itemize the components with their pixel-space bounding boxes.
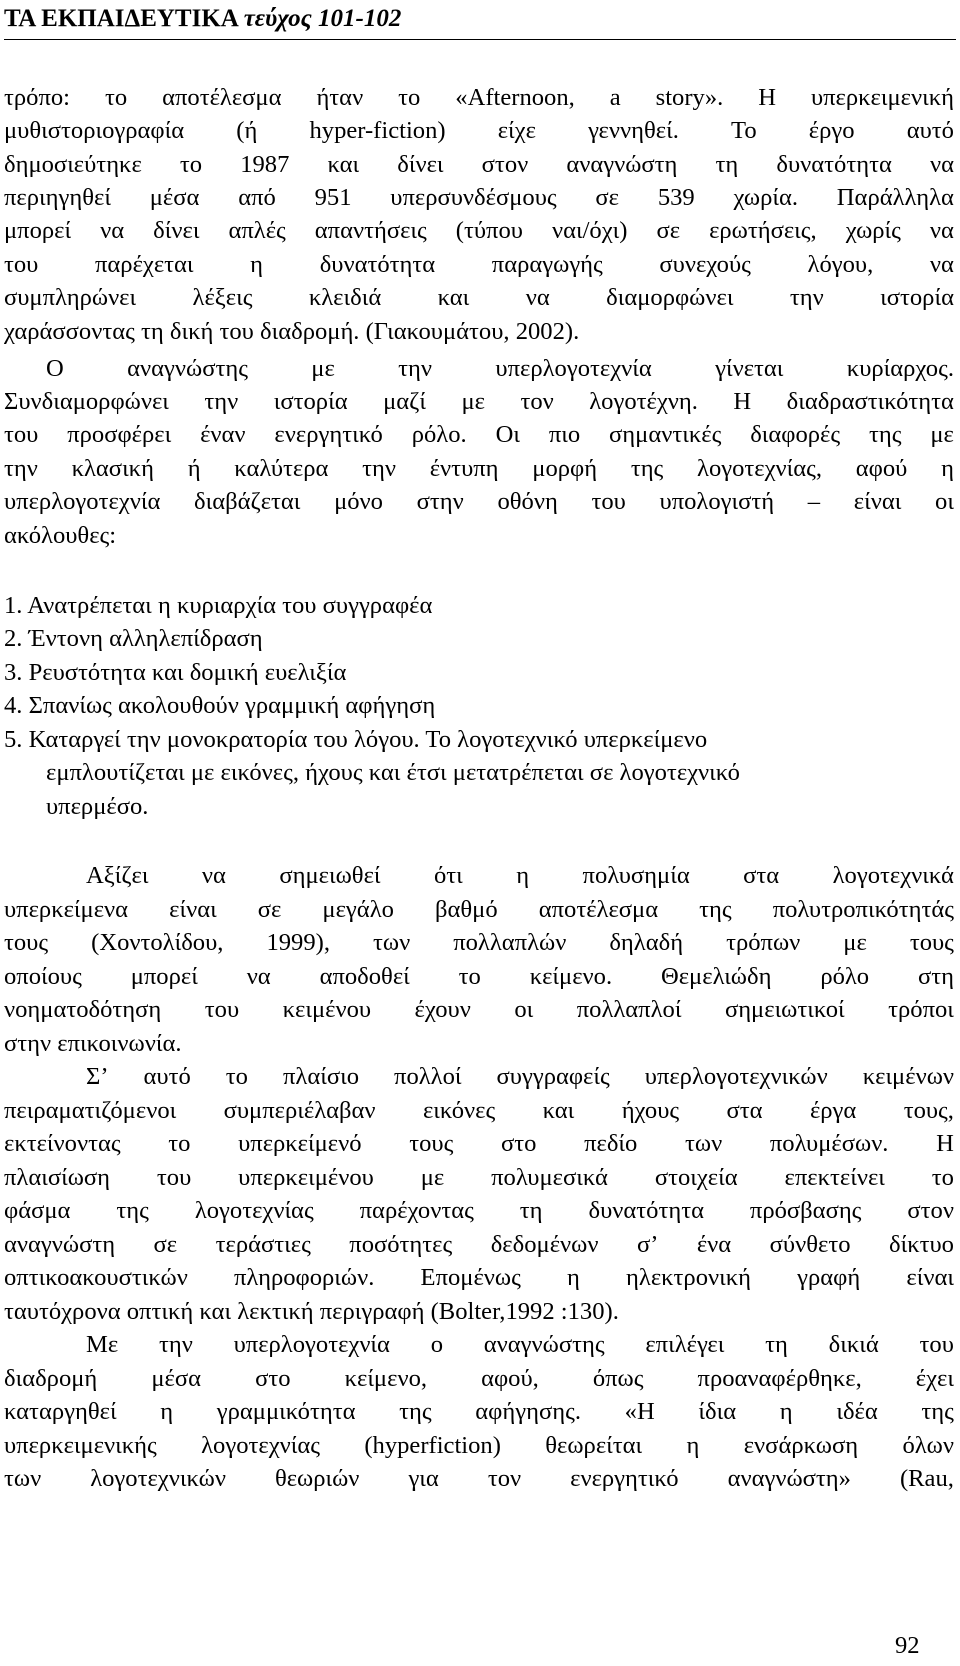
list-item: 2. Έντονη αλληλεπίδραση [4,625,263,652]
paragraph-3-line: νοηματοδότηση του κειμένου έχουν οι πολλαπλοί σημειωτικοί τρόποι [4,996,954,1023]
paragraph-1-line: τρόπο: το αποτέλεσμα ήταν το «Afternoon, a story». Η υπερκειμενική [4,84,954,111]
paragraph-3-line: υπερκείμενα είναι σε μεγάλο βαθμό αποτέλεσμα της πολυτροπικότητάς [4,896,954,923]
list-item: 1. Ανατρέπεται η κυριαρχία του συγγραφέα [4,592,433,619]
paragraph-5-line: καταργηθεί η γραμμικότητα της αφήγησης. «Η ίδια η ιδέα της [4,1398,954,1425]
paragraph-5-line: υπερκειμενικής λογοτεχνίας (hyperfiction) θεωρείται η ενσάρκωση όλων [4,1432,954,1459]
paragraph-4-line: εκτείνοντας το υπερκείμενό τους στο πεδίο των πολυμέσων. Η [4,1130,954,1157]
paragraph-1-line: περιηγηθεί μέσα από 951 υπερσυνδέσμους σε 539 χωρία. Παράλληλα [4,184,954,211]
paragraph-5-line: διαδρομή μέσα στο κείμενο, αφού, όπως προαναφέρθηκε, έχει [4,1365,954,1392]
paragraph-1-line: του παρέχεται η δυνατότητα παραγωγής συνεχούς λόγου, να [4,251,954,278]
issue-number: τεύχος 101-102 [243,5,402,32]
paragraph-3-line: τους (Χοντολίδου, 1999), των πολλαπλών δηλαδή τρόπων με τους [4,929,954,956]
paragraph-5-line: των λογοτεχνικών θεωριών για τον ενεργητικό αναγνώστη» (Rau, [4,1465,954,1492]
paragraph-1-line: συμπληρώνει λέξεις κλειδιά και να διαμορφώνει την ιστορία [4,284,954,311]
paragraph-2-line: υπερλογοτεχνία διαβάζεται μόνο στην οθόνη του υπολογιστή – είναι οι [4,488,954,515]
journal-title: ΤΑ ΕΚΠΑΙΔΕΥΤΙΚΑ [4,5,238,32]
list-item-continuation: εμπλουτίζεται με εικόνες, ήχους και έτσι μετατρέπεται σε λογοτεχνικό [46,759,740,786]
paragraph-3-line: Αξίζει να σημειωθεί ότι η πολυσημία στα λογοτεχνικά [86,862,954,889]
paragraph-4-line: οπτικοακουστικών πληροφοριών. Επομένως η ηλεκτρονική γραφή είναι [4,1264,954,1291]
list-item: 5. Καταργεί την μονοκρατορία του λόγου. Το λογοτεχνικό υπερκείμενο [4,726,708,753]
paragraph-2-line: Ο αναγνώστης με την υπερλογοτεχνία γίνεται κυρίαρχος. [46,355,954,382]
paragraph-1-line: μυθιστοριογραφία (ή hyper-fiction) είχε γεννηθεί. Το έργο αυτό [4,117,954,144]
paragraph-2-line: Συνδιαμορφώνει την ιστορία μαζί με τον λογοτέχνη. Η διαδραστικότητα [4,388,954,415]
paragraph-4-line: πλαισίωση του υπερκειμένου με πολυμεσικά στοιχεία επεκτείνει το [4,1164,954,1191]
list-item-continuation: υπερμέσο. [46,793,149,820]
paragraph-5-line: Με την υπερλογοτεχνία ο αναγνώστης επιλέγει τη δικιά του [86,1331,954,1358]
paragraph-2-line: του προσφέρει έναν ενεργητικό ρόλο. Οι πιο σημαντικές διαφορές της με [4,421,954,448]
paragraph-4-line: ταυτόχρονα οπτική και λεκτική περιγραφή (Bolter,1992 :130). [4,1298,619,1325]
paragraph-3-line: οποίους μπορεί να αποδοθεί το κείμενο. Θεμελιώδη ρόλο στη [4,963,954,990]
paragraph-4-line: πειραματιζόμενοι συμπεριέλαβαν εικόνες και ήχους στα έργα τους, [4,1097,954,1124]
paragraph-4-line: αναγνώστη σε τεράστιες ποσότητες δεδομένων σ’ ένα σύνθετο δίκτυο [4,1231,954,1258]
paragraph-3-line: στην επικοινωνία. [4,1030,182,1057]
list-item: 4. Σπανίως ακολουθούν γραμμική αφήγηση [4,692,436,719]
paragraph-1-line: μπορεί να δίνει απλές απαντήσεις (τύπου ναι/όχι) σε ερωτήσεις, χωρίς να [4,217,954,244]
paragraph-4-line: Σ’ αυτό το πλαίσιο πολλοί συγγραφείς υπερλογοτεχνικών κειμένων [86,1063,954,1090]
paragraph-2-line: ακόλουθες: [4,522,117,549]
paragraph-2-line: την κλασική ή καλύτερα την έντυπη μορφή της λογοτεχνίας, αφού η [4,455,954,482]
paragraph-1-line: χαράσσοντας τη δική του διαδρομή. (Γιακουμάτου, 2002). [4,318,580,345]
list-item: 3. Ρευστότητα και δομική ευελιξία [4,659,347,686]
page-number: 92 [895,1632,920,1659]
paragraph-1-line: δημοσιεύτηκε το 1987 και δίνει στον αναγνώστη τη δυνατότητα να [4,151,954,178]
paragraph-4-line: φάσμα της λογοτεχνίας παρέχοντας τη δυνατότητα πρόσβασης στον [4,1197,954,1224]
